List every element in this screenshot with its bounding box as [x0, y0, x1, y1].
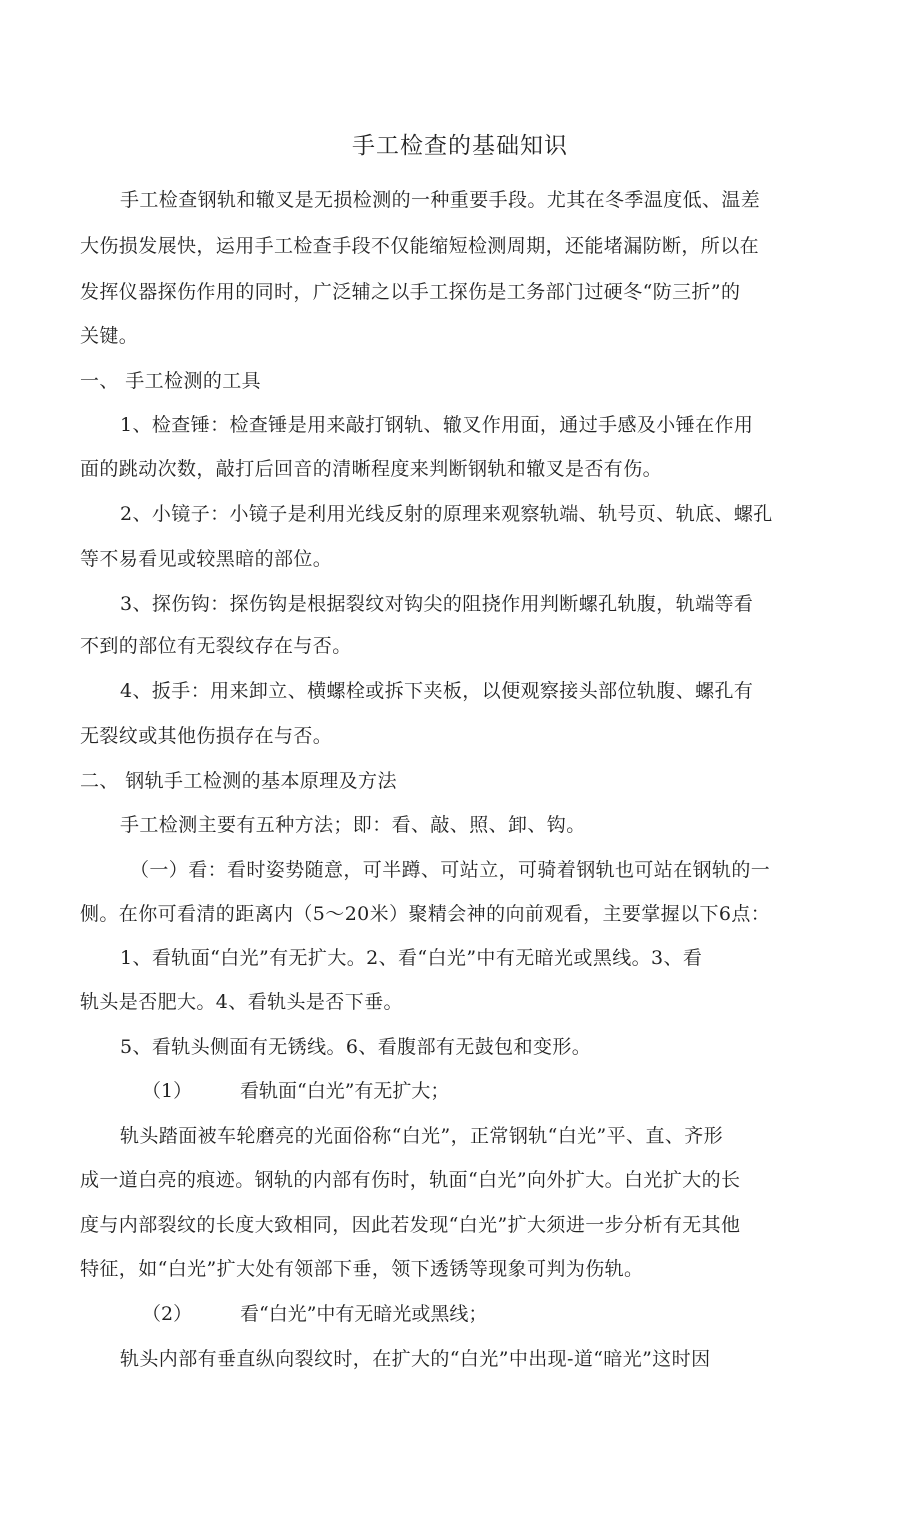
- tool-item-line: 1、检查锤：检查锤是用来敲打钢轨、辙叉作用面，通过手感及小锤在作用: [120, 414, 754, 436]
- tool-item-line: 4、扳手：用来卸立、横螺栓或拆下夹板，以便观察接头部位轨腹、螺孔有: [120, 680, 754, 702]
- look-point-line: 轨头是否肥大。4、看轨头是否下垂。: [80, 991, 403, 1013]
- intro-line: 关键。: [80, 325, 139, 347]
- intro-line: 手工检查钢轨和辙叉是无损检测的一种重要手段。尤其在冬季温度低、温差: [120, 189, 761, 211]
- tool-item-line: 面的跳动次数，敲打后回音的清晰程度来判断钢轨和辙叉是否有伤。: [80, 458, 663, 480]
- tool-item-line: 2、小镜子：小镜子是利用光线反射的原理来观察轨端、轨号页、轨底、螺孔: [120, 503, 773, 525]
- tool-item-line: 3、探伤钩：探伤钩是根据裂纹对钩尖的阻挠作用判断螺孔轨腹，轨端等看: [120, 593, 754, 615]
- document-title: 手工检查的基础知识: [352, 133, 568, 159]
- section-1-heading: 一、 手工检测的工具: [80, 370, 262, 392]
- sub-item-body-line: 轨头内部有垂直纵向裂纹时，在扩大的“白光”中出现-道“暗光”这时因: [120, 1348, 711, 1370]
- sub-item-number: （1）: [142, 1080, 193, 1102]
- look-point-line: 1、看轨面“白光”有无扩大。2、看“白光”中有无暗光或黑线。3、看: [120, 947, 703, 969]
- intro-line: 发挥仪器探伤作用的同时，广泛辅之以手工探伤是工务部门过硬冬“防三折”的: [80, 281, 741, 303]
- look-paragraph-line: （一）看：看时姿势随意，可半蹲、可站立，可骑着钢轨也可站在钢轨的一: [130, 859, 771, 881]
- section-2-heading: 二、 钢轨手工检测的基本原理及方法: [80, 770, 397, 792]
- look-paragraph-line: 侧。在你可看清的距离内（5〜20米）聚精会神的向前观看，主要掌握以下6点：: [80, 903, 771, 925]
- tool-item-line: 不到的部位有无裂纹存在与否。: [80, 635, 352, 657]
- tool-item-line: 等不易看见或较黑暗的部位。: [80, 548, 333, 570]
- sub-item-heading: 看“白光”中有无暗光或黑线；: [240, 1303, 488, 1325]
- sub-item-body-line: 轨头踏面被车轮磨亮的光面俗称“白光”，正常钢轨“白光”平、直、齐形: [120, 1125, 724, 1147]
- sub-item-body-line: 特征，如“白光”扩大处有领部下垂，领下透锈等现象可判为伤轨。: [80, 1258, 644, 1280]
- tool-item-line: 无裂纹或其他伤损存在与否。: [80, 725, 333, 747]
- methods-line: 手工检测主要有五种方法；即：看、敲、照、卸、钩。: [120, 814, 586, 836]
- sub-item-heading: 看轨面“白光”有无扩大；: [240, 1080, 450, 1102]
- intro-line: 大伤损发展快，运用手工检查手段不仅能缩短检测周期，还能堵漏防断，所以在: [80, 235, 760, 257]
- sub-item-number: （2）: [142, 1303, 193, 1325]
- sub-item-body-line: 度与内部裂纹的长度大致相同，因此若发现“白光”扩大须进一步分析有无其他: [80, 1214, 741, 1236]
- sub-item-body-line: 成一道白亮的痕迹。钢轨的内部有伤时，轨面“白光”向外扩大。白光扩大的长: [80, 1169, 741, 1191]
- look-point-line: 5、看轨头侧面有无锈线。6、看腹部有无鼓包和变形。: [120, 1036, 592, 1058]
